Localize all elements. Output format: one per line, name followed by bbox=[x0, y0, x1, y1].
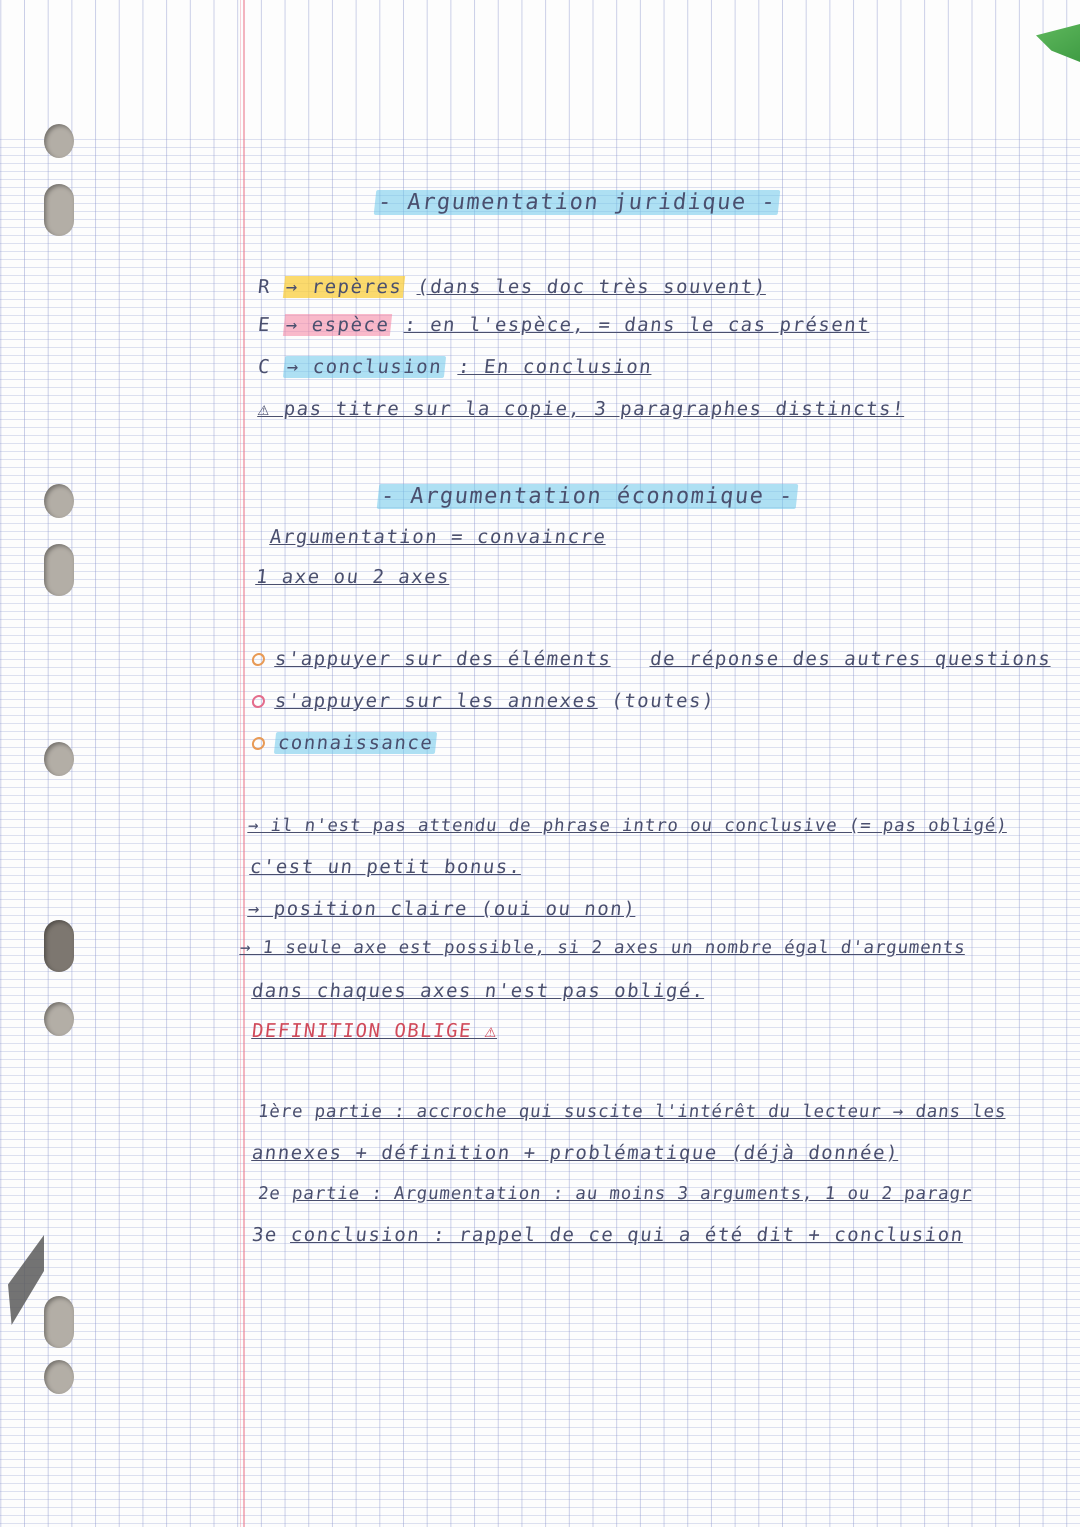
eco-note: dans chaques axes n'est pas obligé. bbox=[250, 980, 707, 1002]
punch-hole bbox=[44, 1360, 74, 1394]
bullet-icon bbox=[251, 653, 265, 666]
section-title-economique: - Argumentation économique - bbox=[377, 484, 799, 509]
plan-part-2: 2e partie : Argumentation : au moins 3 arguments, 1 ou 2 paragr bbox=[256, 1184, 974, 1204]
eco-note: → position claire (oui ou non) bbox=[246, 898, 638, 920]
list-item: s'appuyer sur les annexes (toutes) bbox=[251, 690, 716, 712]
page-top-margin bbox=[0, 0, 1080, 132]
punch-hole bbox=[44, 484, 74, 518]
eco-definition: Argumentation = convaincre bbox=[268, 526, 608, 548]
eco-note: → 1 seule axe est possible, si 2 axes un nombre égal d'arguments bbox=[238, 938, 967, 958]
plan-part-1-cont: annexes + définition + problématique (déjà donnée) bbox=[250, 1142, 901, 1164]
plan-part-3: 3e conclusion : rappel de ce qui a été dit + conclusion bbox=[250, 1224, 965, 1246]
rec-warning: ⚠ pas titre sur la copie, 3 paragraphes distincts! bbox=[256, 398, 907, 420]
punch-hole bbox=[44, 184, 74, 236]
list-item: connaissance bbox=[251, 732, 438, 754]
eco-note: → il n'est pas attendu de phrase intro ou conclusive (= pas obligé) bbox=[246, 816, 1009, 836]
punch-hole bbox=[44, 1296, 74, 1348]
bullet-icon bbox=[251, 737, 265, 750]
punch-hole bbox=[44, 544, 74, 596]
punch-hole bbox=[44, 124, 74, 158]
section-title-juridique: - Argumentation juridique - bbox=[374, 190, 781, 215]
rec-line-e: E → espèce : en l'espèce, = dans le cas présent bbox=[256, 314, 872, 336]
eco-note: c'est un petit bonus. bbox=[248, 856, 523, 878]
list-item: s'appuyer sur des éléments de réponse des autres questions bbox=[251, 648, 1053, 670]
bullet-icon bbox=[251, 695, 265, 708]
rec-line-r: R → repères (dans les doc très souvent) bbox=[256, 276, 768, 298]
page-shadow bbox=[8, 1235, 44, 1325]
red-margin-line-inner bbox=[240, 0, 241, 1527]
plan-part-1: 1ère partie : accroche qui suscite l'intérêt du lecteur → dans les bbox=[256, 1102, 1008, 1122]
eco-axes: 1 axe ou 2 axes bbox=[254, 566, 452, 588]
punch-hole bbox=[44, 920, 74, 972]
punch-hole bbox=[44, 742, 74, 776]
definition-warning: DEFINITION OBLIGE ⚠ bbox=[250, 1020, 499, 1042]
red-margin-line bbox=[243, 0, 245, 1527]
rec-line-c: C → conclusion : En conclusion bbox=[256, 356, 654, 378]
punch-hole bbox=[44, 1002, 74, 1036]
